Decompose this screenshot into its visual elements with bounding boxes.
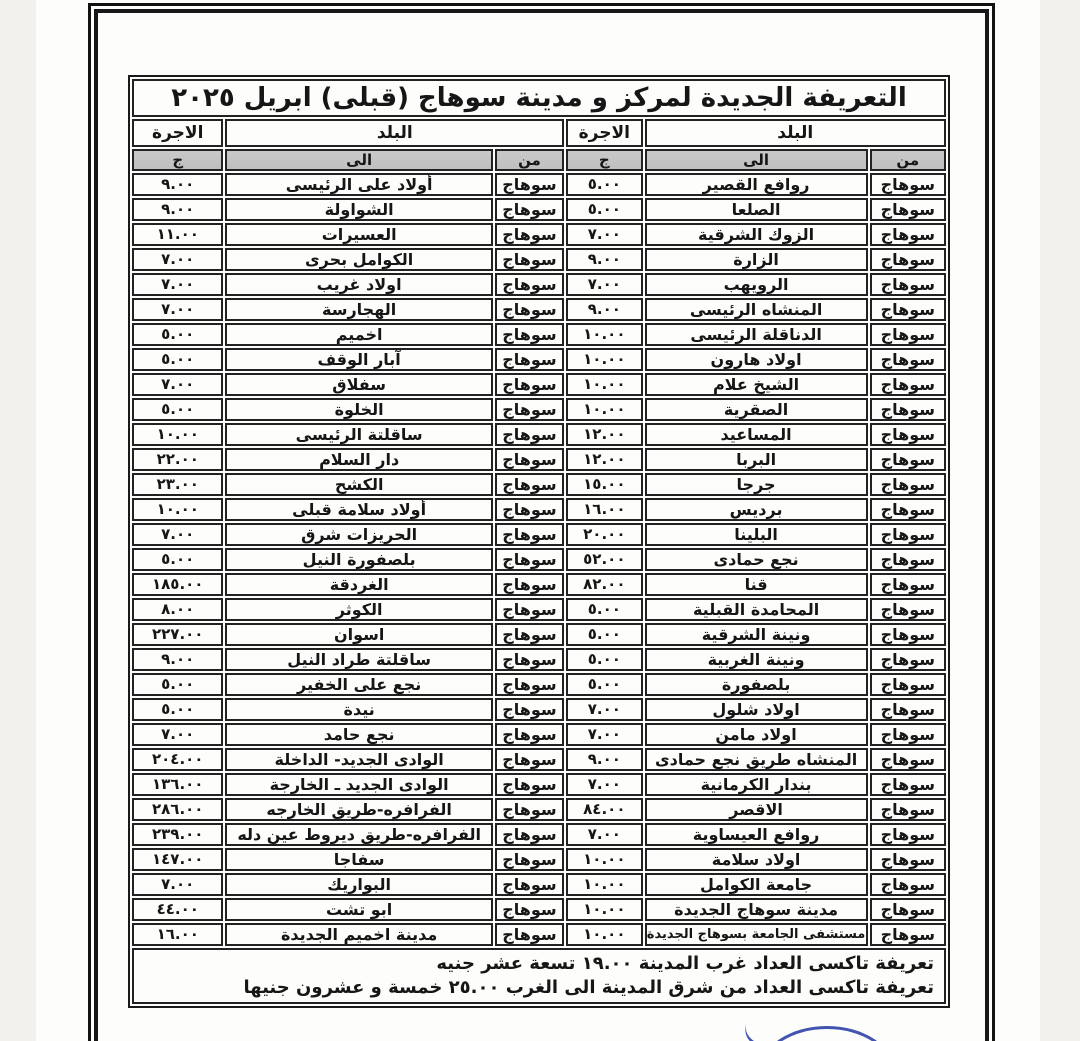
destination-cell: المنشاه الرئيسى	[645, 298, 868, 321]
destination-cell: الشواولة	[225, 198, 492, 221]
fare-cell: ٢٠.٠٠	[566, 523, 642, 546]
fare-cell: ٥٢.٠٠	[566, 548, 642, 571]
destination-cell: اولاد مامن	[645, 723, 868, 746]
destination-cell: الكشح	[225, 473, 492, 496]
fare-cell: ٥.٠٠	[132, 698, 223, 721]
destination-cell: الوادى الجديد ـ الخارجة	[225, 773, 492, 796]
fare-cell: ٧.٠٠	[566, 773, 642, 796]
destination-cell: ونينة الغربية	[645, 648, 868, 671]
fare-row	[132, 173, 946, 196]
destination-cell: المنشاه طريق نجع حمادى	[645, 748, 868, 771]
origin-cell: سوهاج	[495, 448, 564, 471]
origin-cell: سوهاج	[495, 848, 564, 871]
origin-cell: سوهاج	[870, 273, 946, 296]
page-title: التعريفة الجديدة لمركز و مدينة سوهاج (قبلى) ابريل ٢٠٢٥	[132, 79, 946, 117]
destination-cell: مدينة سوهاج الجديدة	[645, 898, 868, 921]
destination-cell: نيدة	[225, 698, 492, 721]
fare-cell: ٢٣.٠٠	[132, 473, 223, 496]
origin-cell: سوهاج	[870, 498, 946, 521]
origin-cell: سوهاج	[495, 773, 564, 796]
destination-cell: بندار الكرمانية	[645, 773, 868, 796]
column-header-from: من	[870, 149, 946, 171]
destination-cell: مستشفى الجامعة بسوهاج الجديدة	[645, 923, 868, 946]
origin-cell: سوهاج	[495, 523, 564, 546]
origin-cell: سوهاج	[495, 723, 564, 746]
fare-cell: ١٠.٠٠	[566, 373, 642, 396]
fare-cell: ١٠.٠٠	[566, 323, 642, 346]
fare-cell: ٩.٠٠	[566, 248, 642, 271]
destination-cell: الصلعا	[645, 198, 868, 221]
fare-row	[132, 698, 946, 721]
origin-cell: سوهاج	[870, 423, 946, 446]
fare-cell: ١٠.٠٠	[566, 348, 642, 371]
fare-row	[132, 773, 946, 796]
destination-cell: سفلاق	[225, 373, 492, 396]
origin-cell: سوهاج	[495, 248, 564, 271]
origin-cell: سوهاج	[870, 873, 946, 896]
fare-cell: ٧.٠٠	[132, 298, 223, 321]
origin-cell: سوهاج	[870, 523, 946, 546]
fare-cell: ٢٨٦.٠٠	[132, 798, 223, 821]
fare-row	[132, 873, 946, 896]
origin-cell: سوهاج	[870, 773, 946, 796]
destination-cell: سفاجا	[225, 848, 492, 871]
origin-cell: سوهاج	[870, 898, 946, 921]
destination-cell: ابو تشت	[225, 898, 492, 921]
fare-row	[132, 823, 946, 846]
fare-cell: ٢٢٧.٠٠	[132, 623, 223, 646]
fare-cell: ١٦.٠٠	[566, 498, 642, 521]
fare-cell: ٧.٠٠	[566, 698, 642, 721]
destination-cell: اولاد شلول	[645, 698, 868, 721]
destination-cell: البربا	[645, 448, 868, 471]
destination-cell: الكوامل بحرى	[225, 248, 492, 271]
destination-cell: اسوان	[225, 623, 492, 646]
destination-cell: الشيخ علام	[645, 373, 868, 396]
fare-cell: ٥.٠٠	[566, 623, 642, 646]
fare-cell: ١٤٧.٠٠	[132, 848, 223, 871]
fare-row	[132, 523, 946, 546]
fare-cell: ١٦.٠٠	[132, 923, 223, 946]
destination-cell: أولاد سلامة قبلى	[225, 498, 492, 521]
destination-cell: آبار الوقف	[225, 348, 492, 371]
fare-cell: ٢٣٩.٠٠	[132, 823, 223, 846]
fare-row	[132, 573, 946, 596]
destination-cell: روافع العيساوية	[645, 823, 868, 846]
destination-cell: ساقلتة طراد النيل	[225, 648, 492, 671]
fare-row	[132, 248, 946, 271]
destination-cell: الرويهب	[645, 273, 868, 296]
origin-cell: سوهاج	[870, 648, 946, 671]
origin-cell: سوهاج	[495, 898, 564, 921]
fare-cell: ١٠.٠٠	[566, 898, 642, 921]
origin-cell: سوهاج	[495, 373, 564, 396]
fare-cell: ٩.٠٠	[566, 298, 642, 321]
fare-cell: ٧.٠٠	[566, 823, 642, 846]
column-header-currency: ج	[132, 149, 223, 171]
fare-row	[132, 623, 946, 646]
origin-cell: سوهاج	[495, 348, 564, 371]
destination-cell: ونينة الشرقية	[645, 623, 868, 646]
destination-cell: المحامدة القبلية	[645, 598, 868, 621]
fare-cell: ١٠.٠٠	[566, 848, 642, 871]
origin-cell: سوهاج	[870, 198, 946, 221]
fare-cell: ١١.٠٠	[132, 223, 223, 246]
fare-row	[132, 448, 946, 471]
destination-cell: قنا	[645, 573, 868, 596]
fare-cell: ١٠.٠٠	[566, 873, 642, 896]
column-header-from: من	[495, 149, 564, 171]
fare-row	[132, 798, 946, 821]
fare-cell: ٥.٠٠	[132, 398, 223, 421]
origin-cell: سوهاج	[870, 323, 946, 346]
origin-cell: سوهاج	[495, 623, 564, 646]
fare-cell: ٥.٠٠	[566, 173, 642, 196]
origin-cell: سوهاج	[870, 448, 946, 471]
origin-cell: سوهاج	[495, 298, 564, 321]
column-header-country: البلد	[225, 119, 564, 147]
header-group-row	[132, 119, 946, 147]
origin-cell: سوهاج	[495, 398, 564, 421]
fare-cell: ٩.٠٠	[132, 173, 223, 196]
fare-cell: ١٨٥.٠٠	[132, 573, 223, 596]
fare-row	[132, 673, 946, 696]
fare-cell: ٥.٠٠	[132, 548, 223, 571]
origin-cell: سوهاج	[870, 848, 946, 871]
origin-cell: سوهاج	[495, 323, 564, 346]
destination-cell: اولاد غريب	[225, 273, 492, 296]
origin-cell: سوهاج	[495, 873, 564, 896]
fare-row	[132, 298, 946, 321]
fare-row	[132, 348, 946, 371]
origin-cell: سوهاج	[870, 298, 946, 321]
origin-cell: سوهاج	[870, 348, 946, 371]
origin-cell: سوهاج	[870, 698, 946, 721]
fare-cell: ١٠.٠٠	[566, 398, 642, 421]
fare-table-body	[132, 173, 946, 946]
origin-cell: سوهاج	[495, 923, 564, 946]
destination-cell: مدينة اخميم الجديدة	[225, 923, 492, 946]
origin-cell: سوهاج	[495, 798, 564, 821]
fare-cell: ٧.٠٠	[566, 723, 642, 746]
fare-row	[132, 223, 946, 246]
origin-cell: سوهاج	[495, 423, 564, 446]
origin-cell: سوهاج	[870, 373, 946, 396]
destination-cell: اولاد سلامة	[645, 848, 868, 871]
destination-cell: الهجارسة	[225, 298, 492, 321]
meter-tariff-west-note: تعريفة تاكسى العداد غرب المدينة ١٩.٠٠ تسعة عشر جنيه	[436, 953, 934, 974]
fare-cell: ٢٢.٠٠	[132, 448, 223, 471]
origin-cell: سوهاج	[870, 473, 946, 496]
destination-cell: برديس	[645, 498, 868, 521]
origin-cell: سوهاج	[495, 648, 564, 671]
origin-cell: سوهاج	[495, 548, 564, 571]
destination-cell: الفرافره-طريق ديروط عين دله	[225, 823, 492, 846]
origin-cell: سوهاج	[495, 698, 564, 721]
fare-cell: ٧.٠٠	[566, 223, 642, 246]
fare-cell: ٩.٠٠	[566, 748, 642, 771]
destination-cell: الفرافره-طريق الخارجه	[225, 798, 492, 821]
destination-cell: الاقصر	[645, 798, 868, 821]
fare-cell: ٥.٠٠	[566, 198, 642, 221]
destination-cell: اولاد هارون	[645, 348, 868, 371]
origin-cell: سوهاج	[495, 273, 564, 296]
fare-cell: ٧.٠٠	[132, 373, 223, 396]
destination-cell: الخلوة	[225, 398, 492, 421]
destination-cell: نجع على الخفير	[225, 673, 492, 696]
fare-row	[132, 423, 946, 446]
column-header-fare: الاجرة	[132, 119, 223, 147]
destination-cell: الدناقلة الرئيسى	[645, 323, 868, 346]
origin-cell: سوهاج	[870, 398, 946, 421]
fare-row	[132, 898, 946, 921]
fare-row	[132, 273, 946, 296]
fare-row	[132, 848, 946, 871]
destination-cell: العسيرات	[225, 223, 492, 246]
fare-cell: ٩.٠٠	[132, 198, 223, 221]
column-header-currency: ج	[566, 149, 642, 171]
origin-cell: سوهاج	[870, 823, 946, 846]
fare-cell: ٨.٠٠	[132, 598, 223, 621]
fare-row	[132, 548, 946, 571]
destination-cell: روافع القصير	[645, 173, 868, 196]
fare-row	[132, 473, 946, 496]
destination-cell: جرجا	[645, 473, 868, 496]
destination-cell: المساعيد	[645, 423, 868, 446]
fare-row	[132, 748, 946, 771]
fare-row	[132, 598, 946, 621]
fare-cell: ٥.٠٠	[566, 598, 642, 621]
destination-cell: الزارة	[645, 248, 868, 271]
origin-cell: سوهاج	[495, 498, 564, 521]
origin-cell: سوهاج	[495, 573, 564, 596]
column-header-to: الى	[645, 149, 868, 171]
fare-cell: ٢٠٤.٠٠	[132, 748, 223, 771]
footer-row	[132, 948, 946, 1004]
origin-cell: سوهاج	[870, 723, 946, 746]
column-header-fare: الاجرة	[566, 119, 642, 147]
origin-cell: سوهاج	[870, 623, 946, 646]
fare-cell: ٩.٠٠	[132, 648, 223, 671]
fare-cell: ١٥.٠٠	[566, 473, 642, 496]
column-header-to: الى	[225, 149, 492, 171]
destination-cell: الحريزات شرق	[225, 523, 492, 546]
destination-cell: البلينا	[645, 523, 868, 546]
destination-cell: نجع حمادى	[645, 548, 868, 571]
origin-cell: سوهاج	[870, 173, 946, 196]
fare-cell: ٥.٠٠	[132, 323, 223, 346]
fare-cell: ٧.٠٠	[132, 723, 223, 746]
origin-cell: سوهاج	[495, 823, 564, 846]
fare-cell: ٥.٠٠	[566, 673, 642, 696]
fare-row	[132, 323, 946, 346]
origin-cell: سوهاج	[495, 673, 564, 696]
destination-cell: أولاد على الرئيسى	[225, 173, 492, 196]
origin-cell: سوهاج	[870, 248, 946, 271]
header-sub-row	[132, 149, 946, 171]
destination-cell: دار السلام	[225, 448, 492, 471]
origin-cell: سوهاج	[870, 548, 946, 571]
fare-row	[132, 373, 946, 396]
footer-notes	[132, 948, 946, 1004]
origin-cell: سوهاج	[870, 748, 946, 771]
fare-cell: ٤٤.٠٠	[132, 898, 223, 921]
fare-cell: ٧.٠٠	[132, 273, 223, 296]
destination-cell: نجع حامد	[225, 723, 492, 746]
destination-cell: الوادى الجديد- الداخلة	[225, 748, 492, 771]
fare-row	[132, 923, 946, 946]
origin-cell: سوهاج	[870, 673, 946, 696]
origin-cell: سوهاج	[495, 473, 564, 496]
destination-cell: الكوثر	[225, 598, 492, 621]
destination-cell: بلصفورة	[645, 673, 868, 696]
fare-table	[128, 75, 950, 1008]
scanned-page	[36, 0, 1040, 1041]
fare-cell: ٧.٠٠	[132, 873, 223, 896]
origin-cell: سوهاج	[870, 923, 946, 946]
fare-cell: ٥.٠٠	[566, 648, 642, 671]
destination-cell: البواريك	[225, 873, 492, 896]
origin-cell: سوهاج	[870, 573, 946, 596]
destination-cell: بلصفورة النيل	[225, 548, 492, 571]
fare-cell: ١٢.٠٠	[566, 423, 642, 446]
fare-cell: ٨٤.٠٠	[566, 798, 642, 821]
origin-cell: سوهاج	[495, 748, 564, 771]
fare-cell: ١٠.٠٠	[132, 498, 223, 521]
fare-cell: ٧.٠٠	[132, 523, 223, 546]
destination-cell: الزوك الشرقية	[645, 223, 868, 246]
fare-cell: ١٣٦.٠٠	[132, 773, 223, 796]
fare-cell: ١٠.٠٠	[566, 923, 642, 946]
column-header-country: البلد	[645, 119, 946, 147]
fare-cell: ٨٢.٠٠	[566, 573, 642, 596]
destination-cell: الصقرية	[645, 398, 868, 421]
origin-cell: سوهاج	[870, 798, 946, 821]
fare-row	[132, 198, 946, 221]
fare-row	[132, 648, 946, 671]
destination-cell: الغردقة	[225, 573, 492, 596]
origin-cell: سوهاج	[870, 223, 946, 246]
origin-cell: سوهاج	[870, 598, 946, 621]
destination-cell: جامعة الكوامل	[645, 873, 868, 896]
fare-cell: ١٢.٠٠	[566, 448, 642, 471]
meter-tariff-east-to-west-note: تعريفة تاكسى العداد من شرق المدينة الى الغرب ٢٥.٠٠ خمسة و عشرون جنيها	[243, 977, 934, 998]
origin-cell: سوهاج	[495, 173, 564, 196]
fare-row	[132, 398, 946, 421]
fare-cell: ٥.٠٠	[132, 348, 223, 371]
origin-cell: سوهاج	[495, 198, 564, 221]
destination-cell: ساقلتة الرئيسى	[225, 423, 492, 446]
fare-row	[132, 498, 946, 521]
fare-row	[132, 723, 946, 746]
origin-cell: سوهاج	[495, 223, 564, 246]
origin-cell: سوهاج	[495, 598, 564, 621]
destination-cell: اخميم	[225, 323, 492, 346]
fare-cell: ٧.٠٠	[566, 273, 642, 296]
title-row	[132, 79, 946, 117]
fare-cell: ٧.٠٠	[132, 248, 223, 271]
fare-cell: ٥.٠٠	[132, 673, 223, 696]
fare-cell: ١٠.٠٠	[132, 423, 223, 446]
